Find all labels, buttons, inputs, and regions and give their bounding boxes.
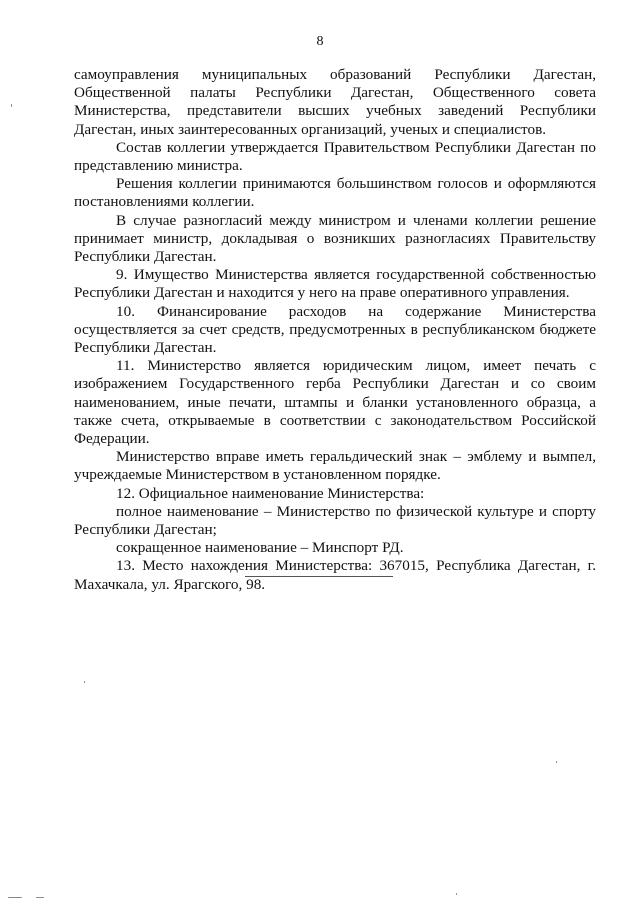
paragraph-item-9-property: 9. Имущество Министерства является государственной собственностью Республики Дагестан и находится у него на праве оперативного управления.: [74, 266, 596, 302]
scan-speck: [456, 893, 457, 895]
scan-speck: [556, 761, 557, 763]
paragraph-collegium-decisions: Решения коллегии принимаются большинством голосов и оформляются постановлениями коллегии.: [74, 175, 596, 211]
scan-speck: [84, 681, 85, 683]
paragraph-item-10-financing: 10. Финансирование расходов на содержание Министерства осуществляется за счет средств, предусмотренных в республиканском бюджете Республики Дагестан.: [74, 302, 596, 357]
paragraph-collegium-composition: Состав коллегии утверждается Правительством Республики Дагестан по представлению министра.: [74, 138, 596, 175]
scan-speck: [11, 104, 12, 107]
end-of-document-rule: [245, 576, 393, 577]
document-body: [74, 66, 596, 594]
scan-speck: [36, 897, 44, 898]
paragraph-item-13-location: 13. Место нахождения Министерства: 367015, Республика Дагестан, г. Махачкала, ул. Ярагского, 98.: [74, 557, 596, 593]
paragraph-item-11-legal-entity: 11. Министерство является юридическим лицом, имеет печать с изображением Государственного герба Республики Дагестан и со своим наименованием, иные печати, штампы и бланки установленного образца, а также счета, открываемые в соответствии с законодательством Российской Федерации.: [74, 357, 596, 448]
scan-speck: [8, 897, 22, 898]
paragraph-disagreements: В случае разногласий между министром и членами коллегии решение принимает министр, докладывая о возникших разногласиях Правительству Республики Дагестан.: [74, 211, 596, 266]
paragraph-item-12-official-name: 12. Официальное наименование Министерства:: [116, 484, 425, 502]
paragraph-collegium-members-continued: самоуправления муниципальных образований Республики Дагестан, Общественной палаты Республики Дагестан, Общественного совета Министерства, представители высших учебных заведений Республики Дагестан, иных заинтересованных организаций, ученых и специалистов.: [74, 66, 596, 138]
paragraph-full-name: полное наименование – Министерство по физической культуре и спорту Республики Дагестан;: [74, 502, 596, 539]
paragraph-heraldic-sign: Министерство вправе иметь геральдический знак – эмблему и вымпел, учреждаемые Министерством в установленном порядке.: [74, 448, 596, 484]
page-number: 8: [316, 34, 324, 49]
paragraph-short-name: сокращенное наименование – Минспорт РД.: [116, 539, 404, 557]
